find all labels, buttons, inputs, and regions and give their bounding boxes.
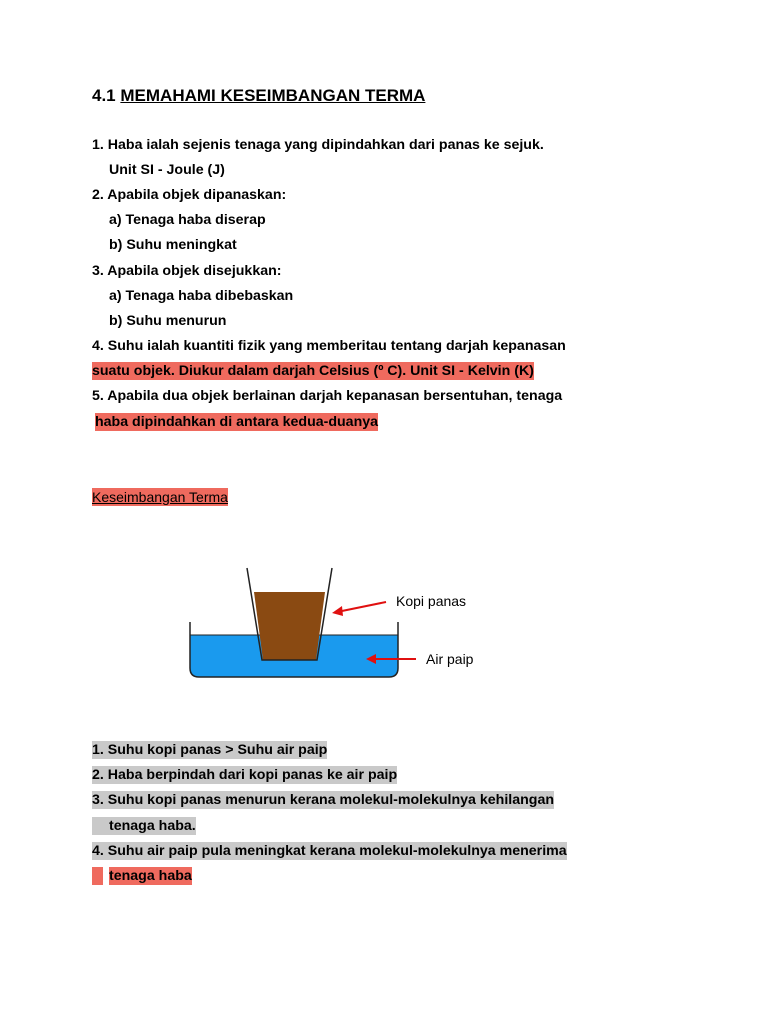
coffee-label: Kopi panas: [396, 593, 467, 609]
page-title: [92, 86, 425, 106]
point-2b: b) Suhu meningkat: [109, 237, 237, 253]
coffee-arrow-head: [332, 606, 343, 616]
observation-4-indent-marker: [92, 867, 103, 885]
point-3: 3. Apabila objek disejukkan:: [92, 263, 282, 279]
point-5: 5. Apabila dua objek berlainan darjah kepanasan bersentuhan, tenaga: [92, 388, 563, 404]
point-1: 1. Haba ialah sejenis tenaga yang dipindahkan dari panas ke sejuk.: [92, 137, 544, 153]
point-4-continued: suatu objek. Diukur dalam darjah Celsius (º C). Unit SI - Kelvin (K): [92, 363, 534, 379]
thermal-equilibrium-diagram: [180, 560, 500, 685]
coffee-arrow-line: [337, 602, 386, 612]
observation-4-continued: tenaga haba: [109, 868, 192, 884]
point-3b: b) Suhu menurun: [109, 313, 227, 329]
point-2: 2. Apabila objek dipanaskan:: [92, 187, 287, 203]
point-4: 4. Suhu ialah kuantiti fizik yang memberitau tentang darjah kepanasan: [92, 338, 566, 354]
coffee-fill: [254, 592, 325, 660]
point-2a: a) Tenaga haba diserap: [109, 212, 266, 228]
title-number: 4.1: [92, 86, 116, 105]
observation-3: 3. Suhu kopi panas menurun kerana molekul-molekulnya kehilangan: [92, 792, 555, 808]
section-title: Keseimbangan Terma: [92, 489, 228, 505]
observation-3-continued: tenaga haba.: [109, 818, 196, 834]
observation-1: 1. Suhu kopi panas > Suhu air paip: [92, 742, 328, 758]
observation-4: 4. Suhu air paip pula meningkat kerana molekul-molekulnya menerima: [92, 843, 567, 859]
point-3a: a) Tenaga haba dibebaskan: [109, 288, 294, 304]
title-text: MEMAHAMI KESEIMBANGAN TERMA: [120, 86, 426, 105]
water-label: Air paip: [426, 651, 474, 667]
point-1-unit: Unit SI - Joule (J): [109, 162, 225, 178]
observation-3-indent-marker: [92, 817, 109, 835]
observation-2: 2. Haba berpindah dari kopi panas ke air paip: [92, 767, 398, 783]
point-5-continued: haba dipindahkan di antara kedua-duanya: [95, 414, 379, 430]
